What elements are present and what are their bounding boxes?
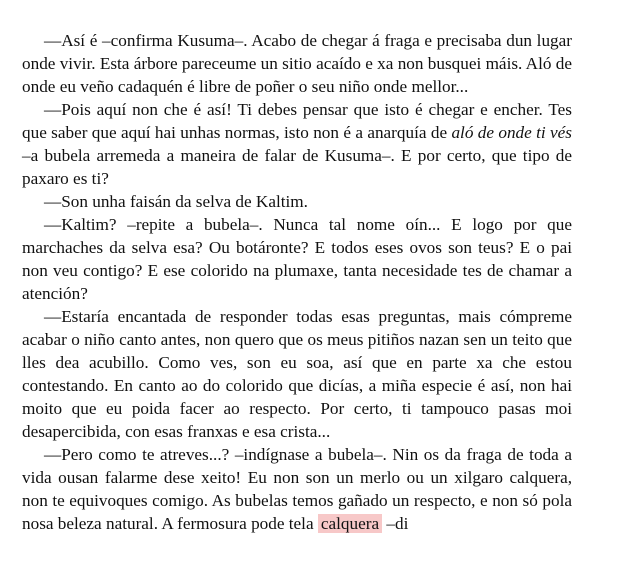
- italic-phrase: aló de onde ti vés: [451, 123, 572, 142]
- paragraph-text: —Kaltim? –repite a bubela–. Nunca tal nome oín... E logo por que marchaches da selva esa? Ou botáronte? E todos eses ovos son teus? E o pai non veu contigo? E ese colorido na plumaxe, tanta necesidade tes de chamar a atención?: [22, 215, 572, 303]
- paragraph-text: –a bubela arremeda a maneira de falar de Kusuma–. E por certo, que tipo de paxaro es ti?: [22, 146, 572, 188]
- paragraph-text: –di: [382, 514, 409, 533]
- paragraph-3: [22, 190, 572, 213]
- paragraph-6: [22, 443, 572, 535]
- paragraph-2: [22, 98, 572, 190]
- paragraph-1: [22, 29, 572, 98]
- book-page: [22, 29, 572, 535]
- paragraph-text: —Pois aquí non che é así! Ti debes pensar que isto é chegar e encher. Tes que saber que aquí hai unhas normas, isto non é a anarquía de: [22, 100, 572, 142]
- paragraph-4: [22, 213, 572, 305]
- highlighted-word[interactable]: calquera: [318, 514, 382, 533]
- paragraph-text: —Estaría encantada de responder todas esas preguntas, mais cómpreme acabar o niño canto antes, non quero que os meus pitiños nazan sen un teito que lles dea acubillo. Como ves, son eu soa, así que en parte xa che estou contestando. En canto ao do colorido que dicías, a miña especie é así, non hai moito que eu poida facer ao respecto. Por certo, ti tampouco pasas moi desapercibida, con esas franxas e esa crista...: [22, 307, 572, 441]
- paragraph-text: —Son unha faisán da selva de Kaltim.: [44, 192, 308, 211]
- paragraph-text: —Pero como te atreves...? –indígnase a bubela–. Nin os da fraga de toda a vida ousan falarme dese xeito! Eu non son un merlo ou un xilgaro calquera, non te equivoques comigo. As bubelas temos gañado un respecto, e non só pola nosa beleza natural. A fermosura pode tela: [22, 445, 572, 533]
- paragraph-text: —Así é –confirma Kusuma–. Acabo de chegar á fraga e precisaba dun lugar onde vivir. Esta árbore pareceume un sitio acaído e xa non busquei máis. Aló de onde eu veño cadaquén é libre de poñer o seu niño onde mellor...: [22, 31, 572, 96]
- paragraph-5: [22, 305, 572, 443]
